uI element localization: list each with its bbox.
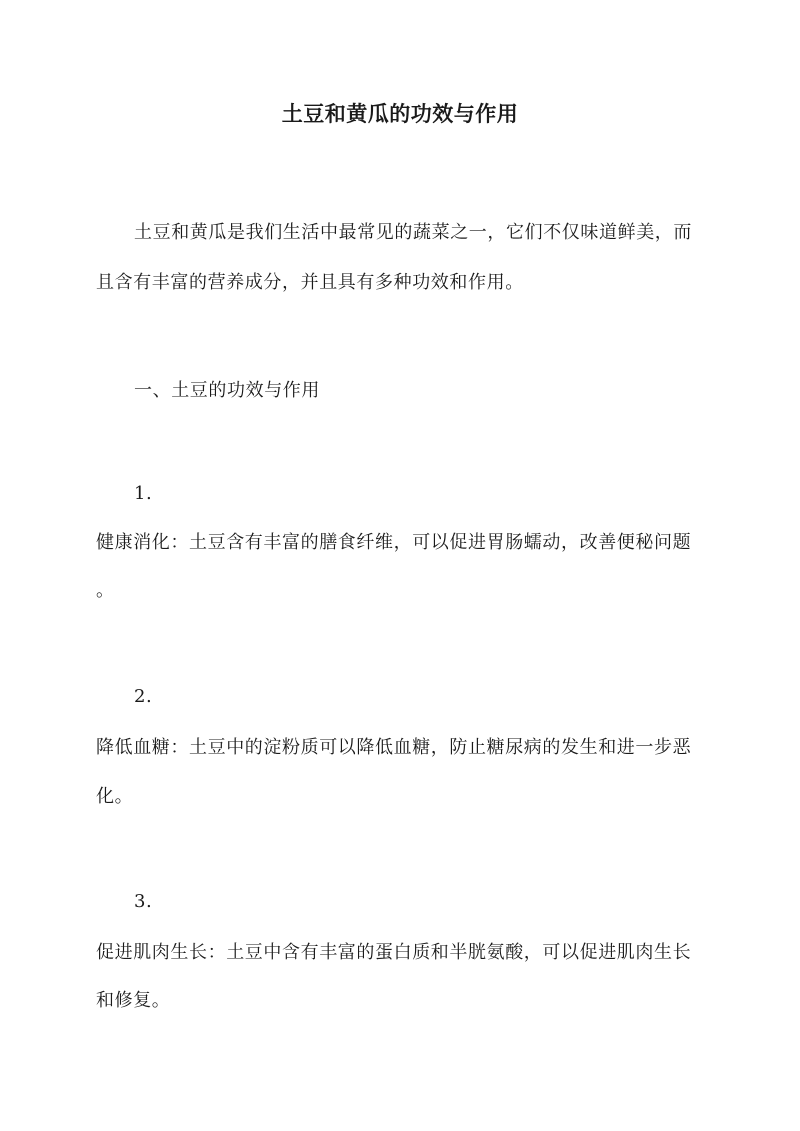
item-line-2: 。	[96, 580, 115, 601]
item-line-1: 健康消化：土豆含有丰富的膳食纤维，可以促进胃肠蠕动，改善便秘问题	[96, 532, 692, 553]
item-number: 3.	[134, 891, 153, 912]
document-title: 土豆和黄瓜的功效与作用	[281, 101, 519, 126]
item-number: 2.	[134, 686, 153, 707]
item-number: 1.	[134, 483, 153, 504]
intro-line-2: 且含有丰富的营养成分，并且具有多种功效和作用。	[96, 272, 524, 293]
item-line-2: 和修复。	[96, 990, 171, 1011]
section-heading: 一、土豆的功效与作用	[134, 380, 320, 401]
item-line-1: 促进肌肉生长：土豆中含有丰富的蛋白质和半胱氨酸，可以促进肌肉生长	[96, 942, 692, 963]
item-line-2: 化。	[96, 786, 134, 807]
intro-line-1: 土豆和黄瓜是我们生活中最常见的蔬菜之一，它们不仅味道鲜美，而	[134, 222, 692, 243]
item-line-1: 降低血糖：土豆中的淀粉质可以降低血糖，防止糖尿病的发生和进一步恶	[96, 737, 692, 758]
